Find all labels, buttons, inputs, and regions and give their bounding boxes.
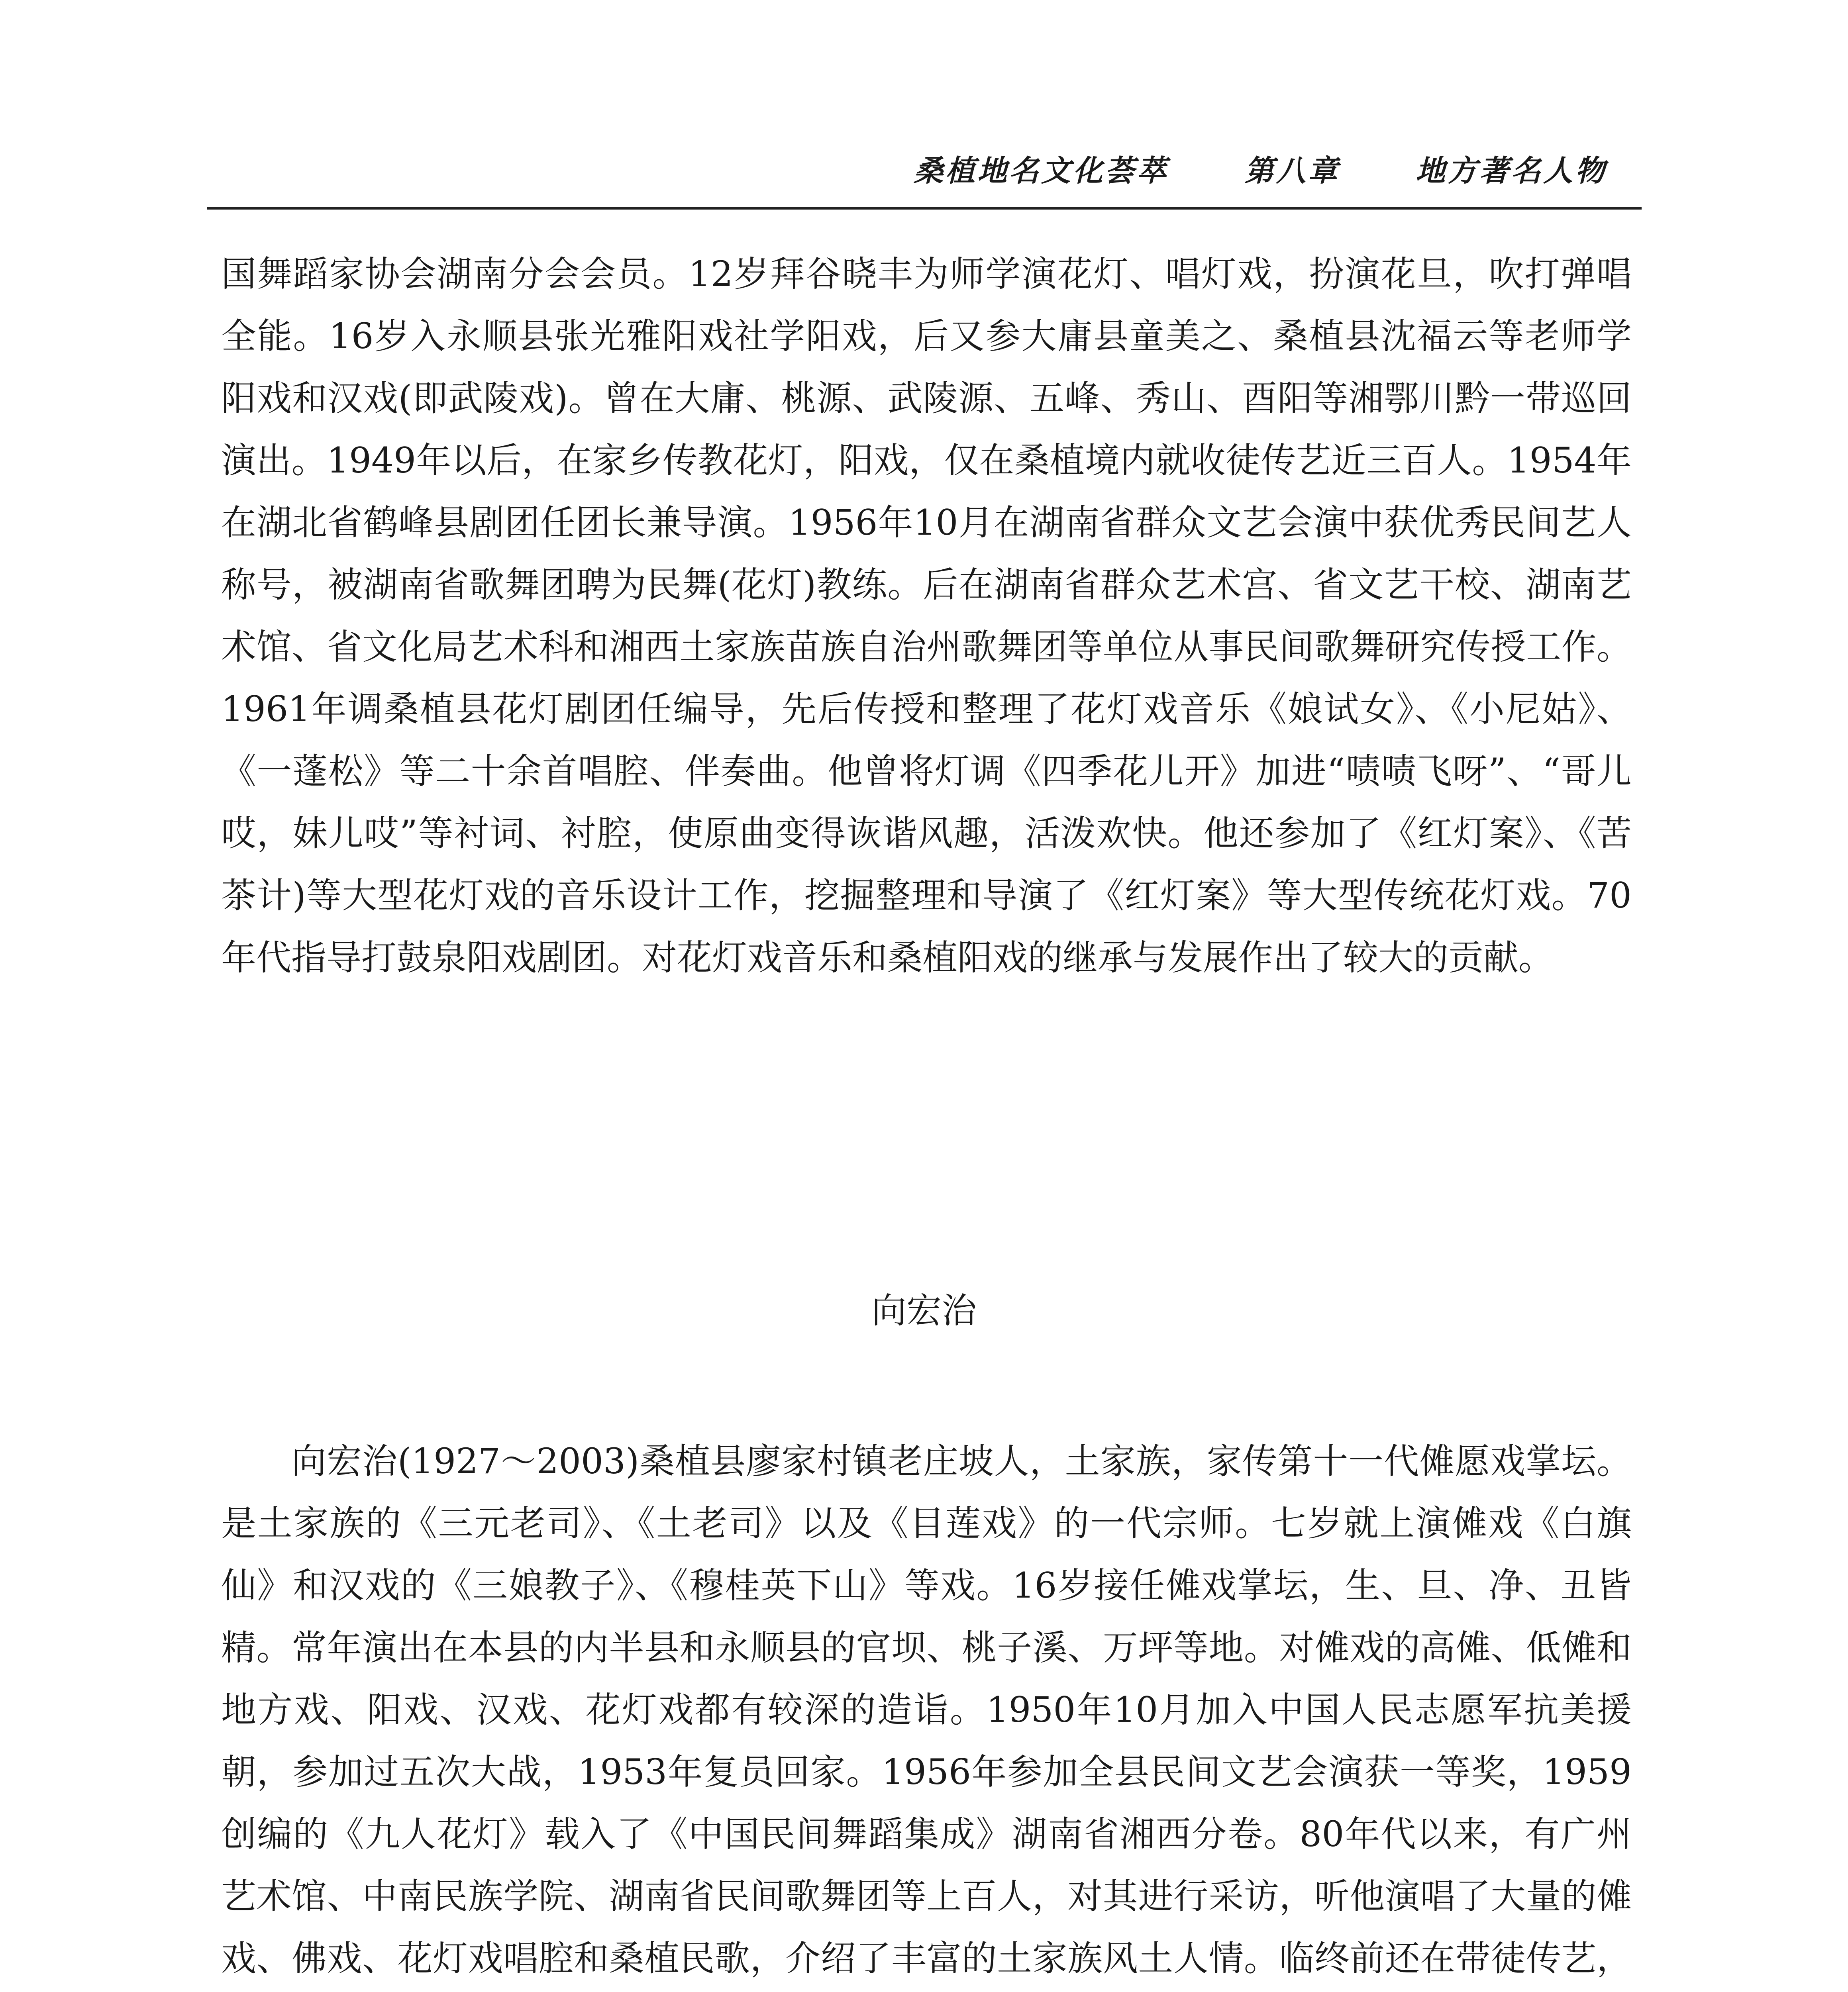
paragraph-biography: 向宏治(1927～2003)桑植县廖家村镇老庄坡人，土家族，家传第十一代傩愿戏掌坛。是土家族的《三元老司》、《土老司》以及《目莲戏》的一代宗师。七岁就上演傩戏《白旗仙》和汉戏的《三娘教子》、《穆桂英下山》等戏。16岁接任傩戏掌坛，生、旦、净、丑皆精。常年演出在本县的内半县和永顺县的官坝、桃子溪、万坪等地。对傩戏的高傩、低傩和地方戏、阳戏、汉戏、花灯戏都有较深的造诣。1950年10月加入中国人民志愿军抗美援朝，参加过五次大战，1953年复员回家。1956年参加全县民间文艺会演获一等奖，1959创编的《九人花灯》载入了《中国民间舞蹈集成》湖南省湘西分卷。80年代以来，有广州艺术馆、中南民族学院、湖南省民间歌舞团等上百人，对其进行采访，听他演唱了大量的傩戏、佛戏、花灯戏唱腔和桑植民歌，介绍了丰富的土家族风土人情。临终前还在带徒传艺，: [221, 1441, 1632, 1979]
running-header: [914, 147, 1607, 190]
header-chapter: 第八章: [1244, 154, 1340, 188]
header-section: 地方著名人物: [1416, 154, 1607, 188]
section-title: 向宏治: [871, 1290, 977, 1331]
header-rule: [207, 207, 1642, 210]
paragraph-continued: 国舞蹈家协会湖南分会会员。12岁拜谷晓丰为师学演花灯、唱灯戏，扮演花旦，吹打弹唱全能。16岁入永顺县张光雅阳戏社学阳戏，后又参大庸县童美之、桑植县沈福云等老师学阳戏和汉戏(即武陵戏)。曾在大庸、桃源、武陵源、五峰、秀山、酉阳等湘鄂川黔一带巡回演出。1949年以后，在家乡传教花灯，阳戏，仅在桑植境内就收徒传艺近三百人。1954年在湖北省鹤峰县剧团任团长兼导演。1956年10月在湖南省群众文艺会演中获优秀民间艺人称号，被湖南省歌舞团聘为民舞(花灯)教练。后在湖南省群众艺术宫、省文艺干校、湖南艺术馆、省文化局艺术科和湘西土家族苗族自治州歌舞团等单位从事民间歌舞研究传授工作。1961年调桑植县花灯剧团任编导，先后传授和整理了花灯戏音乐《娘试女》、《小尼姑》、《一蓬松》等二十余首唱腔、伴奏曲。他曾将灯调《四季花儿开》加进“啧啧飞呀”、“哥儿哎，妹儿哎”等衬词、衬腔，使原曲变得诙谐风趣，活泼欢快。他还参加了《红灯案》、《苦茶计)等大型花灯戏的音乐设计工作，挖掘整理和导演了《红灯案》等大型传统花灯戏。70年代指导打鼓泉阳戏剧团。对花灯戏音乐和桑植阳戏的继承与发展作出了较大的贡献。: [221, 253, 1632, 978]
header-book-title: 桑植地名文化荟萃: [914, 154, 1169, 188]
